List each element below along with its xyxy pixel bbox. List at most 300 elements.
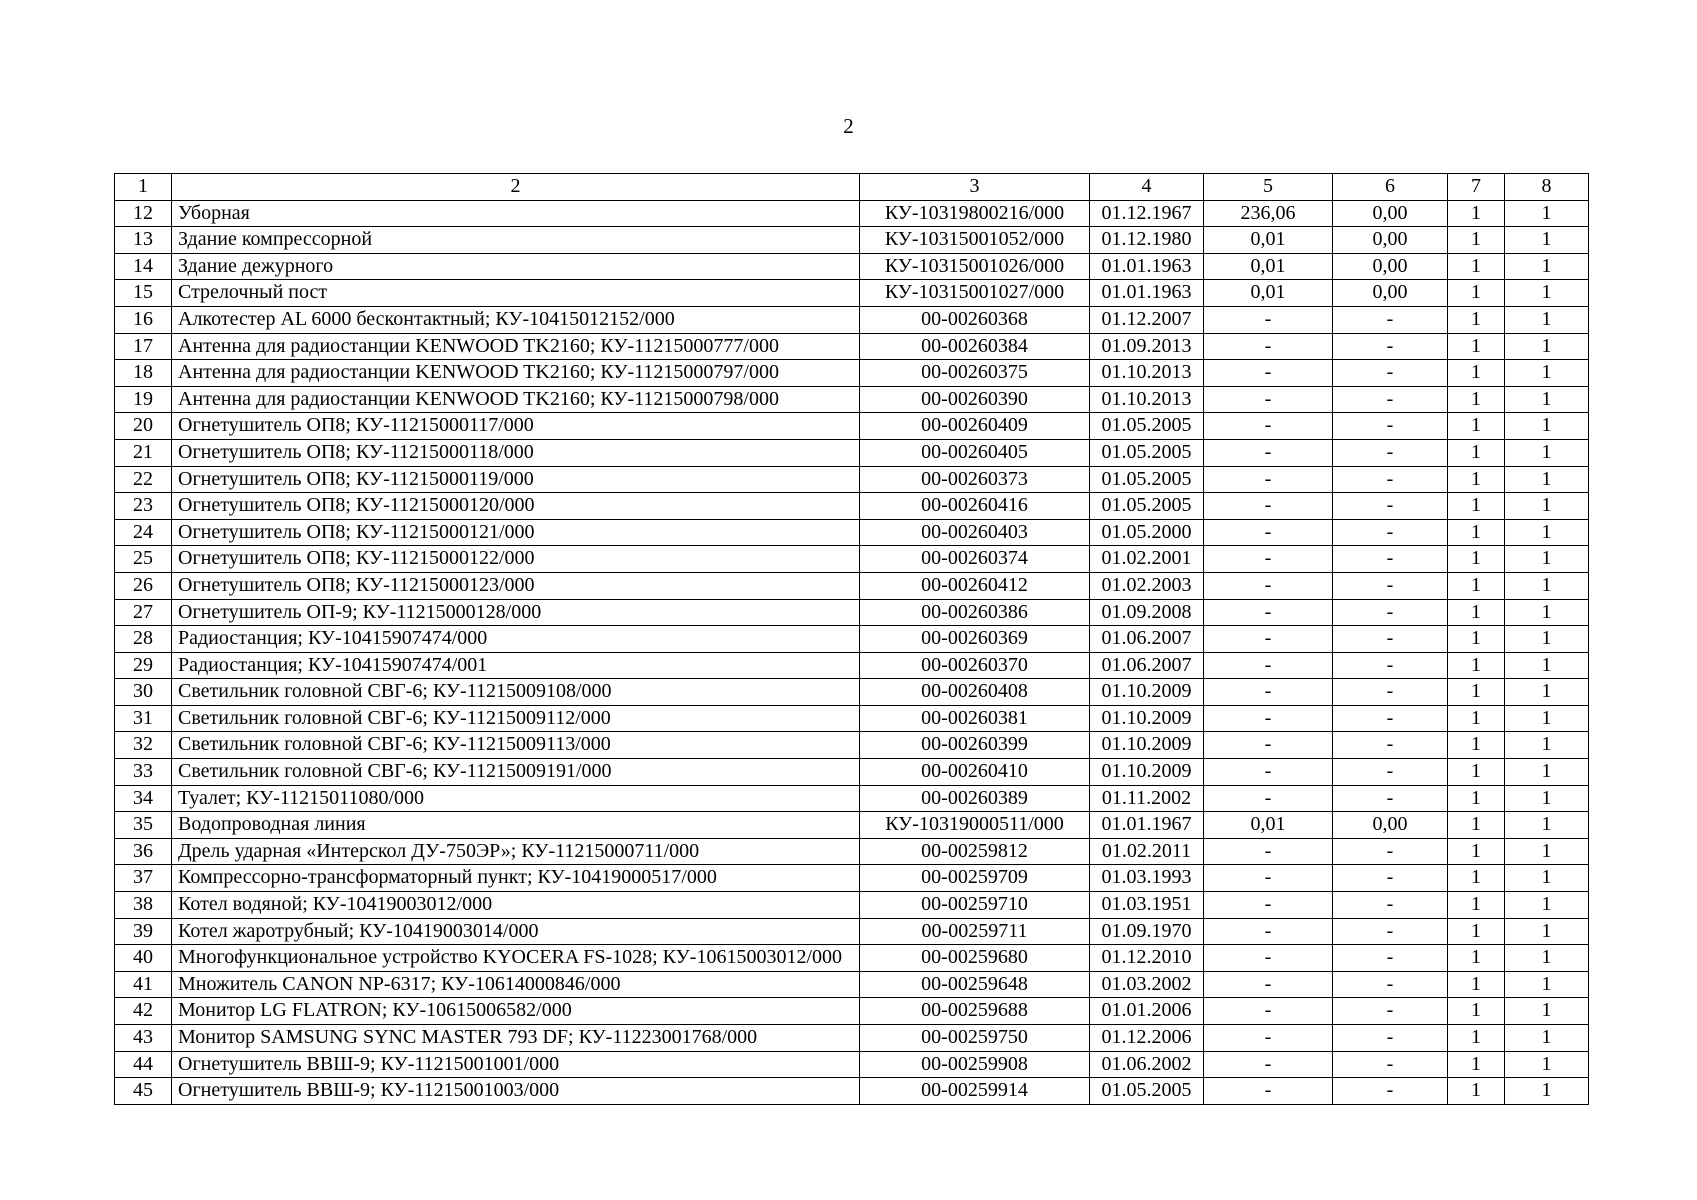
table-row	[115, 227, 1589, 254]
inventory-code: 00-00260390	[860, 386, 1090, 413]
count-8: 1	[1505, 626, 1589, 653]
count-8: 1	[1505, 306, 1589, 333]
count-7: 1	[1448, 599, 1505, 626]
inventory-code: КУ-10319000511/000	[860, 812, 1090, 839]
date: 01.06.2002	[1090, 1051, 1204, 1078]
value-6: -	[1333, 599, 1448, 626]
table-row	[115, 519, 1589, 546]
inventory-code: КУ-10315001026/000	[860, 253, 1090, 280]
row-number: 45	[115, 1078, 172, 1105]
date: 01.12.1980	[1090, 227, 1204, 254]
date: 01.10.2013	[1090, 360, 1204, 387]
column-number-5: 5	[1204, 174, 1333, 201]
value-5: -	[1204, 998, 1333, 1025]
count-8: 1	[1505, 1078, 1589, 1105]
count-7: 1	[1448, 360, 1505, 387]
item-name: Огнетушитель ОП8; КУ-11215000123/000	[172, 572, 860, 599]
count-7: 1	[1448, 705, 1505, 732]
value-5: -	[1204, 599, 1333, 626]
inventory-code: 00-00259914	[860, 1078, 1090, 1105]
count-8: 1	[1505, 838, 1589, 865]
inventory-code: 00-00259750	[860, 1025, 1090, 1052]
count-8: 1	[1505, 865, 1589, 892]
count-7: 1	[1448, 998, 1505, 1025]
item-name: Огнетушитель ОП-9; КУ-11215000128/000	[172, 599, 860, 626]
value-6: -	[1333, 865, 1448, 892]
count-7: 1	[1448, 333, 1505, 360]
count-8: 1	[1505, 572, 1589, 599]
count-7: 1	[1448, 945, 1505, 972]
item-name: Огнетушитель ВВШ-9; КУ-11215001001/000	[172, 1051, 860, 1078]
value-5: -	[1204, 386, 1333, 413]
table-row	[115, 732, 1589, 759]
count-7: 1	[1448, 280, 1505, 307]
table-row	[115, 1078, 1589, 1105]
date: 01.02.2011	[1090, 838, 1204, 865]
item-name: Уборная	[172, 200, 860, 227]
item-name: Компрессорно-трансформаторный пункт; КУ-10419000517/000	[172, 865, 860, 892]
inventory-code: 00-00260403	[860, 519, 1090, 546]
item-name: Радиостанция; КУ-10415907474/000	[172, 626, 860, 653]
value-5: -	[1204, 360, 1333, 387]
count-8: 1	[1505, 333, 1589, 360]
value-6: -	[1333, 386, 1448, 413]
count-7: 1	[1448, 253, 1505, 280]
column-number-7: 7	[1448, 174, 1505, 201]
table-row	[115, 493, 1589, 520]
item-name: Многофункциональное устройство KYOCERA FS-1028; КУ-10615003012/000	[172, 945, 860, 972]
count-8: 1	[1505, 253, 1589, 280]
date: 01.02.2001	[1090, 546, 1204, 573]
table-row	[115, 333, 1589, 360]
item-name: Светильник головной СВГ-6; КУ-11215009113/000	[172, 732, 860, 759]
row-number: 19	[115, 386, 172, 413]
count-8: 1	[1505, 280, 1589, 307]
value-5: 0,01	[1204, 253, 1333, 280]
table-row	[115, 705, 1589, 732]
count-8: 1	[1505, 998, 1589, 1025]
table-row	[115, 998, 1589, 1025]
value-5: -	[1204, 652, 1333, 679]
row-number: 28	[115, 626, 172, 653]
count-7: 1	[1448, 519, 1505, 546]
value-5: -	[1204, 705, 1333, 732]
count-7: 1	[1448, 386, 1505, 413]
count-8: 1	[1505, 519, 1589, 546]
inventory-code: 00-00260412	[860, 572, 1090, 599]
count-7: 1	[1448, 1078, 1505, 1105]
inventory-code: 00-00259908	[860, 1051, 1090, 1078]
item-name: Огнетушитель ОП8; КУ-11215000119/000	[172, 466, 860, 493]
count-8: 1	[1505, 386, 1589, 413]
item-name: Водопроводная линия	[172, 812, 860, 839]
count-8: 1	[1505, 466, 1589, 493]
row-number: 32	[115, 732, 172, 759]
count-7: 1	[1448, 1051, 1505, 1078]
value-6: -	[1333, 626, 1448, 653]
value-6: -	[1333, 918, 1448, 945]
table-row	[115, 785, 1589, 812]
value-6: -	[1333, 493, 1448, 520]
column-number-6: 6	[1333, 174, 1448, 201]
count-8: 1	[1505, 652, 1589, 679]
item-name: Светильник головной СВГ-6; КУ-11215009112/000	[172, 705, 860, 732]
date: 01.01.1967	[1090, 812, 1204, 839]
item-name: Огнетушитель ОП8; КУ-11215000122/000	[172, 546, 860, 573]
date: 01.05.2005	[1090, 439, 1204, 466]
table-row	[115, 280, 1589, 307]
row-number: 37	[115, 865, 172, 892]
inventory-code: 00-00259710	[860, 892, 1090, 919]
row-number: 12	[115, 200, 172, 227]
value-5: -	[1204, 1078, 1333, 1105]
count-8: 1	[1505, 679, 1589, 706]
value-6: -	[1333, 785, 1448, 812]
item-name: Монитор LG FLATRON; КУ-10615006582/000	[172, 998, 860, 1025]
row-number: 15	[115, 280, 172, 307]
inventory-code: 00-00260381	[860, 705, 1090, 732]
table-row	[115, 1025, 1589, 1052]
value-5: -	[1204, 306, 1333, 333]
count-7: 1	[1448, 679, 1505, 706]
count-8: 1	[1505, 732, 1589, 759]
row-number: 31	[115, 705, 172, 732]
table-row	[115, 200, 1589, 227]
row-number: 30	[115, 679, 172, 706]
count-7: 1	[1448, 759, 1505, 786]
inventory-code: 00-00260410	[860, 759, 1090, 786]
row-number: 13	[115, 227, 172, 254]
inventory-code: КУ-10319800216/000	[860, 200, 1090, 227]
value-6: -	[1333, 945, 1448, 972]
count-7: 1	[1448, 227, 1505, 254]
item-name: Огнетушитель ОП8; КУ-11215000117/000	[172, 413, 860, 440]
value-6: -	[1333, 732, 1448, 759]
value-5: -	[1204, 892, 1333, 919]
value-5: -	[1204, 918, 1333, 945]
item-name: Стрелочный пост	[172, 280, 860, 307]
inventory-code: 00-00260375	[860, 360, 1090, 387]
value-6: -	[1333, 519, 1448, 546]
value-5: -	[1204, 519, 1333, 546]
row-number: 41	[115, 971, 172, 998]
value-6: -	[1333, 466, 1448, 493]
inventory-code: 00-00260405	[860, 439, 1090, 466]
inventory-code: 00-00260374	[860, 546, 1090, 573]
inventory-code: 00-00260416	[860, 493, 1090, 520]
item-name: Монитор SAMSUNG SYNC MASTER 793 DF; КУ-11223001768/000	[172, 1025, 860, 1052]
value-6: -	[1333, 679, 1448, 706]
count-8: 1	[1505, 785, 1589, 812]
item-name: Огнетушитель ОП8; КУ-11215000118/000	[172, 439, 860, 466]
value-6: -	[1333, 333, 1448, 360]
count-8: 1	[1505, 945, 1589, 972]
row-number: 16	[115, 306, 172, 333]
table-row	[115, 918, 1589, 945]
table-row	[115, 386, 1589, 413]
value-6: 0,00	[1333, 812, 1448, 839]
row-number: 26	[115, 572, 172, 599]
column-number-1: 1	[115, 174, 172, 201]
table-row	[115, 413, 1589, 440]
date: 01.02.2003	[1090, 572, 1204, 599]
table-row	[115, 892, 1589, 919]
date: 01.03.1951	[1090, 892, 1204, 919]
date: 01.05.2000	[1090, 519, 1204, 546]
count-8: 1	[1505, 812, 1589, 839]
table-row	[115, 759, 1589, 786]
count-8: 1	[1505, 493, 1589, 520]
table-body	[115, 174, 1589, 1105]
count-7: 1	[1448, 971, 1505, 998]
table-row	[115, 306, 1589, 333]
value-6: -	[1333, 705, 1448, 732]
count-7: 1	[1448, 466, 1505, 493]
value-6: -	[1333, 998, 1448, 1025]
value-5: -	[1204, 732, 1333, 759]
inventory-code: 00-00260409	[860, 413, 1090, 440]
item-name: Огнетушитель ВВШ-9; КУ-11215001003/000	[172, 1078, 860, 1105]
inventory-code: КУ-10315001052/000	[860, 227, 1090, 254]
column-number-row	[115, 174, 1589, 201]
date: 01.09.1970	[1090, 918, 1204, 945]
count-7: 1	[1448, 572, 1505, 599]
value-6: -	[1333, 439, 1448, 466]
count-7: 1	[1448, 306, 1505, 333]
row-number: 29	[115, 652, 172, 679]
item-name: Алкотестер AL 6000 бесконтактный; КУ-10415012152/000	[172, 306, 860, 333]
value-5: -	[1204, 439, 1333, 466]
row-number: 38	[115, 892, 172, 919]
row-number: 18	[115, 360, 172, 387]
value-5: -	[1204, 333, 1333, 360]
inventory-code: КУ-10315001027/000	[860, 280, 1090, 307]
row-number: 27	[115, 599, 172, 626]
date: 01.01.2006	[1090, 998, 1204, 1025]
item-name: Туалет; КУ-11215011080/000	[172, 785, 860, 812]
date: 01.05.2005	[1090, 1078, 1204, 1105]
inventory-code: 00-00260370	[860, 652, 1090, 679]
row-number: 36	[115, 838, 172, 865]
item-name: Дрель ударная «Интерскол ДУ-750ЭР»; КУ-11215000711/000	[172, 838, 860, 865]
date: 01.05.2005	[1090, 466, 1204, 493]
row-number: 44	[115, 1051, 172, 1078]
table-row	[115, 360, 1589, 387]
row-number: 22	[115, 466, 172, 493]
item-name: Радиостанция; КУ-10415907474/001	[172, 652, 860, 679]
row-number: 17	[115, 333, 172, 360]
inventory-code: 00-00260399	[860, 732, 1090, 759]
value-5: -	[1204, 971, 1333, 998]
count-7: 1	[1448, 493, 1505, 520]
value-5: 236,06	[1204, 200, 1333, 227]
inventory-code: 00-00259680	[860, 945, 1090, 972]
row-number: 24	[115, 519, 172, 546]
item-name: Котел жаротрубный; КУ-10419003014/000	[172, 918, 860, 945]
date: 01.01.1963	[1090, 253, 1204, 280]
table-row	[115, 971, 1589, 998]
count-7: 1	[1448, 626, 1505, 653]
value-6: 0,00	[1333, 227, 1448, 254]
count-7: 1	[1448, 200, 1505, 227]
value-5: -	[1204, 493, 1333, 520]
value-5: -	[1204, 838, 1333, 865]
table-row	[115, 1051, 1589, 1078]
row-number: 21	[115, 439, 172, 466]
item-name: Антенна для радиостанции KENWOOD TK2160; КУ-11215000777/000	[172, 333, 860, 360]
column-number-2: 2	[172, 174, 860, 201]
inventory-code: 00-00260389	[860, 785, 1090, 812]
count-7: 1	[1448, 652, 1505, 679]
count-7: 1	[1448, 892, 1505, 919]
date: 01.12.1967	[1090, 200, 1204, 227]
item-name: Антенна для радиостанции KENWOOD TK2160; КУ-11215000797/000	[172, 360, 860, 387]
inventory-code: 00-00259709	[860, 865, 1090, 892]
count-8: 1	[1505, 200, 1589, 227]
count-7: 1	[1448, 812, 1505, 839]
row-number: 23	[115, 493, 172, 520]
value-6: -	[1333, 971, 1448, 998]
row-number: 39	[115, 918, 172, 945]
value-5: -	[1204, 546, 1333, 573]
row-number: 20	[115, 413, 172, 440]
value-6: -	[1333, 413, 1448, 440]
value-5: 0,01	[1204, 280, 1333, 307]
value-6: -	[1333, 306, 1448, 333]
date: 01.12.2006	[1090, 1025, 1204, 1052]
count-8: 1	[1505, 971, 1589, 998]
date: 01.05.2005	[1090, 493, 1204, 520]
value-5: -	[1204, 679, 1333, 706]
inventory-code: 00-00260368	[860, 306, 1090, 333]
item-name: Огнетушитель ОП8; КУ-11215000120/000	[172, 493, 860, 520]
item-name: Антенна для радиостанции KENWOOD TK2160; КУ-11215000798/000	[172, 386, 860, 413]
value-6: -	[1333, 652, 1448, 679]
count-8: 1	[1505, 918, 1589, 945]
value-5: -	[1204, 1025, 1333, 1052]
value-6: 0,00	[1333, 280, 1448, 307]
page-number: 2	[843, 114, 854, 138]
value-6: -	[1333, 1051, 1448, 1078]
item-name: Множитель CANON NP-6317; КУ-10614000846/000	[172, 971, 860, 998]
value-5: -	[1204, 1051, 1333, 1078]
column-number-4: 4	[1090, 174, 1204, 201]
table-row	[115, 546, 1589, 573]
count-7: 1	[1448, 785, 1505, 812]
inventory-code: 00-00260369	[860, 626, 1090, 653]
item-name: Котел водяной; КУ-10419003012/000	[172, 892, 860, 919]
table-row	[115, 652, 1589, 679]
count-7: 1	[1448, 546, 1505, 573]
value-5: 0,01	[1204, 227, 1333, 254]
value-5: -	[1204, 466, 1333, 493]
value-5: -	[1204, 865, 1333, 892]
table-row	[115, 599, 1589, 626]
value-6: -	[1333, 546, 1448, 573]
table-row	[115, 812, 1589, 839]
table-row	[115, 253, 1589, 280]
inventory-code: 00-00260373	[860, 466, 1090, 493]
column-number-8: 8	[1505, 174, 1589, 201]
date: 01.09.2013	[1090, 333, 1204, 360]
item-name: Здание дежурного	[172, 253, 860, 280]
table-row	[115, 439, 1589, 466]
date: 01.11.2002	[1090, 785, 1204, 812]
inventory-code: 00-00260384	[860, 333, 1090, 360]
count-7: 1	[1448, 838, 1505, 865]
row-number: 40	[115, 945, 172, 972]
date: 01.03.1993	[1090, 865, 1204, 892]
count-7: 1	[1448, 865, 1505, 892]
item-name: Светильник головной СВГ-6; КУ-11215009191/000	[172, 759, 860, 786]
date: 01.01.1963	[1090, 280, 1204, 307]
item-name: Здание компрессорной	[172, 227, 860, 254]
table-row	[115, 945, 1589, 972]
count-7: 1	[1448, 439, 1505, 466]
date: 01.10.2009	[1090, 732, 1204, 759]
table-row	[115, 626, 1589, 653]
value-5: -	[1204, 785, 1333, 812]
date: 01.10.2009	[1090, 705, 1204, 732]
row-number: 33	[115, 759, 172, 786]
row-number: 35	[115, 812, 172, 839]
count-8: 1	[1505, 599, 1589, 626]
date: 01.09.2008	[1090, 599, 1204, 626]
value-5: -	[1204, 413, 1333, 440]
value-5: -	[1204, 945, 1333, 972]
date: 01.12.2010	[1090, 945, 1204, 972]
inventory-code: 00-00260408	[860, 679, 1090, 706]
count-8: 1	[1505, 1051, 1589, 1078]
date: 01.10.2009	[1090, 679, 1204, 706]
value-6: 0,00	[1333, 200, 1448, 227]
date: 01.10.2009	[1090, 759, 1204, 786]
value-5: -	[1204, 626, 1333, 653]
value-5: 0,01	[1204, 812, 1333, 839]
count-8: 1	[1505, 1025, 1589, 1052]
count-7: 1	[1448, 732, 1505, 759]
row-number: 14	[115, 253, 172, 280]
table-row	[115, 838, 1589, 865]
count-8: 1	[1505, 759, 1589, 786]
inventory-code: 00-00260386	[860, 599, 1090, 626]
table-row	[115, 572, 1589, 599]
item-name: Огнетушитель ОП8; КУ-11215000121/000	[172, 519, 860, 546]
value-5: -	[1204, 759, 1333, 786]
row-number: 43	[115, 1025, 172, 1052]
value-6: -	[1333, 759, 1448, 786]
value-6: -	[1333, 572, 1448, 599]
count-7: 1	[1448, 918, 1505, 945]
value-5: -	[1204, 572, 1333, 599]
count-8: 1	[1505, 413, 1589, 440]
row-number: 42	[115, 998, 172, 1025]
inventory-code: 00-00259711	[860, 918, 1090, 945]
date: 01.05.2005	[1090, 413, 1204, 440]
date: 01.03.2002	[1090, 971, 1204, 998]
row-number: 34	[115, 785, 172, 812]
count-8: 1	[1505, 439, 1589, 466]
row-number: 25	[115, 546, 172, 573]
count-8: 1	[1505, 227, 1589, 254]
count-8: 1	[1505, 705, 1589, 732]
date: 01.06.2007	[1090, 626, 1204, 653]
inventory-code: 00-00259648	[860, 971, 1090, 998]
inventory-code: 00-00259688	[860, 998, 1090, 1025]
date: 01.06.2007	[1090, 652, 1204, 679]
count-8: 1	[1505, 546, 1589, 573]
value-6: 0,00	[1333, 253, 1448, 280]
